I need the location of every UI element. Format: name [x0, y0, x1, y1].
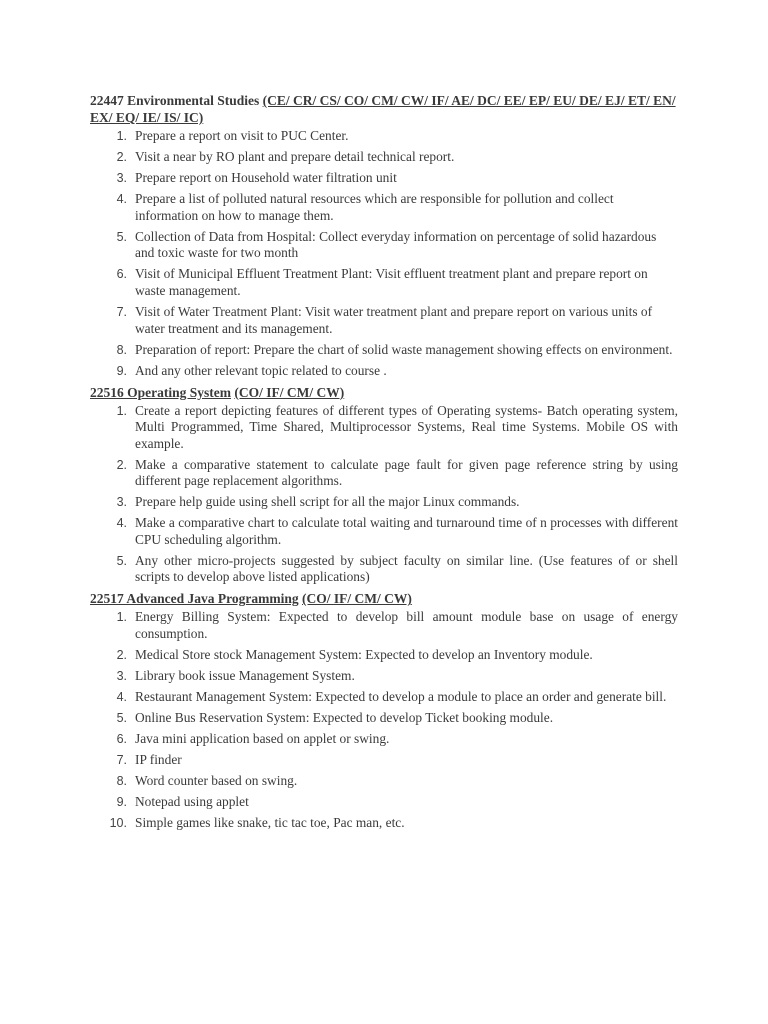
list-item-number: [90, 403, 135, 453]
list-item: [90, 609, 678, 642]
list-item: [90, 553, 678, 586]
list-item-text: Java mini application based on applet or swing.: [135, 730, 390, 746]
list-item-number-text: 7.: [116, 752, 127, 767]
list-item-number: [90, 363, 135, 380]
section-heading: [90, 384, 678, 401]
list-item: [90, 457, 678, 490]
list-item-text: Online Bus Reservation System: Expected to develop Ticket booking module.: [135, 709, 554, 725]
list-item-number: [90, 229, 135, 262]
list-item-number: [90, 128, 135, 145]
list-item-text: And any other relevant topic related to course .: [135, 362, 387, 378]
list-item-text: Preparation of report: Prepare the chart of solid waste management showing effects on environment.: [135, 341, 673, 357]
list-item: [90, 363, 678, 380]
list-item-text: Simple games like snake, tic tac toe, Pac man, etc.: [135, 814, 405, 830]
list-item-number: [90, 170, 135, 187]
list-item-number-text: 3.: [116, 171, 127, 186]
list-item-number: [90, 731, 135, 748]
list-item-text: Create a report depicting features of different types of Operating systems- Batch operating system, Multi Programmed, Time Shared, Multiprocessor Systems, Real time Systems. Mobile OS with example.: [135, 402, 678, 451]
list-item-number-text: 2.: [116, 457, 127, 472]
section-environmental-studies: [90, 92, 678, 379]
list-item: [90, 647, 678, 664]
list-item-number-text: 4.: [116, 689, 127, 704]
list-item-number-text: 8.: [116, 773, 127, 788]
list-item-number-text: 1.: [116, 403, 127, 418]
list-item-number-text: 9.: [116, 794, 127, 809]
list-item-number: [90, 647, 135, 664]
list-item-number: [90, 515, 135, 548]
list-item: [90, 668, 678, 685]
list-item-number: [90, 149, 135, 166]
list-item: [90, 515, 678, 548]
list-item: [90, 710, 678, 727]
list-item: [90, 689, 678, 706]
section-operating-system: [90, 384, 678, 586]
list-item-number: [90, 304, 135, 337]
list-item-number: [90, 668, 135, 685]
list-item-text: Medical Store stock Management System: Expected to develop an Inventory module.: [135, 646, 593, 662]
list-item: [90, 304, 678, 337]
list-item: [90, 128, 678, 145]
list-item-text: IP finder: [135, 751, 182, 767]
list-item-number-text: 9.: [116, 363, 127, 378]
list-item-text: Visit a near by RO plant and prepare detail technical report.: [135, 149, 455, 165]
list-item: [90, 403, 678, 453]
micro-project-list: [90, 128, 678, 379]
list-item-text: Library book issue Management System.: [135, 667, 355, 683]
list-item-number: [90, 794, 135, 811]
list-item: [90, 229, 678, 262]
list-item-number-text: 5.: [116, 229, 127, 244]
list-item: [90, 342, 678, 359]
list-item-number: [90, 752, 135, 769]
list-item-number-text: 5.: [116, 553, 127, 568]
list-item-number-text: 2.: [116, 150, 127, 165]
list-item: [90, 815, 678, 832]
list-item: [90, 773, 678, 790]
list-item: [90, 494, 678, 511]
list-item-number: [90, 191, 135, 224]
list-item: [90, 191, 678, 224]
section-branches: (CO/ IF/ CM/ CW): [234, 384, 345, 400]
list-item-text: Visit of Municipal Effluent Treatment Plant: Visit effluent treatment plant and prepare report on waste management.: [135, 266, 648, 298]
list-item-number-text: 4.: [116, 192, 127, 207]
list-item-text: Prepare report on Household water filtration unit: [135, 170, 397, 186]
list-item-text: Restaurant Management System: Expected to develop a module to place an order and generate bill.: [135, 688, 667, 704]
list-item-text: Prepare a list of polluted natural resources which are responsible for pollution and collect information on how to manage them.: [135, 191, 614, 223]
list-item-number-text: 1.: [116, 610, 127, 625]
list-item: [90, 731, 678, 748]
list-item-number-text: 7.: [116, 305, 127, 320]
micro-project-list: [90, 609, 678, 831]
list-item-number-text: 10.: [109, 815, 127, 830]
list-item-text: Visit of Water Treatment Plant: Visit water treatment plant and prepare report on various units of water treatment and its management.: [135, 304, 653, 336]
section-heading: [90, 92, 678, 126]
list-item-number: [90, 266, 135, 299]
list-item: [90, 170, 678, 187]
list-item-text: Any other micro-projects suggested by subject faculty on similar line. (Use features of or shell scripts to develop above listed applications): [135, 552, 678, 585]
list-item: [90, 752, 678, 769]
list-item-text: Energy Billing System: Expected to develop bill amount module base on usage of energy consumption.: [135, 609, 678, 641]
list-item-number-text: 3.: [116, 495, 127, 510]
list-item: [90, 266, 678, 299]
list-item-number-text: 4.: [116, 516, 127, 531]
list-item-text: Notepad using applet: [135, 793, 249, 809]
document-body: [90, 92, 678, 836]
list-item-number-text: 5.: [116, 710, 127, 725]
list-item-number: [90, 815, 135, 832]
list-item-text: Make a comparative chart to calculate total waiting and turnaround time of n processes with different CPU scheduling algorithm.: [135, 515, 678, 547]
list-item-number: [90, 609, 135, 642]
list-item-number: [90, 457, 135, 490]
list-item-number-text: 6.: [116, 731, 127, 746]
list-item-number: [90, 689, 135, 706]
section-branches: (CO/ IF/ CM/ CW): [302, 591, 412, 607]
list-item-text: Make a comparative statement to calculate page fault for given page reference string by using different page replacement algorithms.: [135, 456, 678, 489]
list-item-number: [90, 773, 135, 790]
list-item-number: [90, 494, 135, 511]
section-code-title: 22516 Operating System: [90, 384, 231, 400]
list-item-number: [90, 710, 135, 727]
section-code-title: 22447 Environmental Studies: [90, 93, 260, 108]
list-item: [90, 149, 678, 166]
section-advanced-java: [90, 590, 678, 831]
list-item-number-text: 8.: [116, 342, 127, 357]
list-item-number-text: 2.: [116, 647, 127, 662]
list-item-text: Word counter based on swing.: [135, 772, 298, 788]
list-item-number: [90, 342, 135, 359]
section-code-title: 22517 Advanced Java Programming: [90, 591, 299, 607]
list-item-number: [90, 553, 135, 586]
list-item-text: Collection of Data from Hospital: Collect everyday information on percentage of solid hazardous and toxic waste for two month: [135, 228, 657, 261]
section-branches: (CE/ CR/ CS/ CO/ CM/ CW/ IF/ AE/ DC/ EE/ EP/ EU/ DE/ EJ/ ET/ EN/ EX/ EQ/ IE/ IS/ IC): [90, 93, 676, 125]
list-item-number-text: 6.: [116, 267, 127, 282]
list-item-text: Prepare help guide using shell script for all the major Linux commands.: [135, 494, 520, 510]
section-heading: [90, 590, 678, 607]
list-item: [90, 794, 678, 811]
micro-project-list: [90, 403, 678, 586]
list-item-number-text: 1.: [116, 129, 127, 143]
list-item-number-text: 3.: [116, 668, 127, 683]
list-item-text: Prepare a report on visit to PUC Center.: [135, 128, 349, 143]
